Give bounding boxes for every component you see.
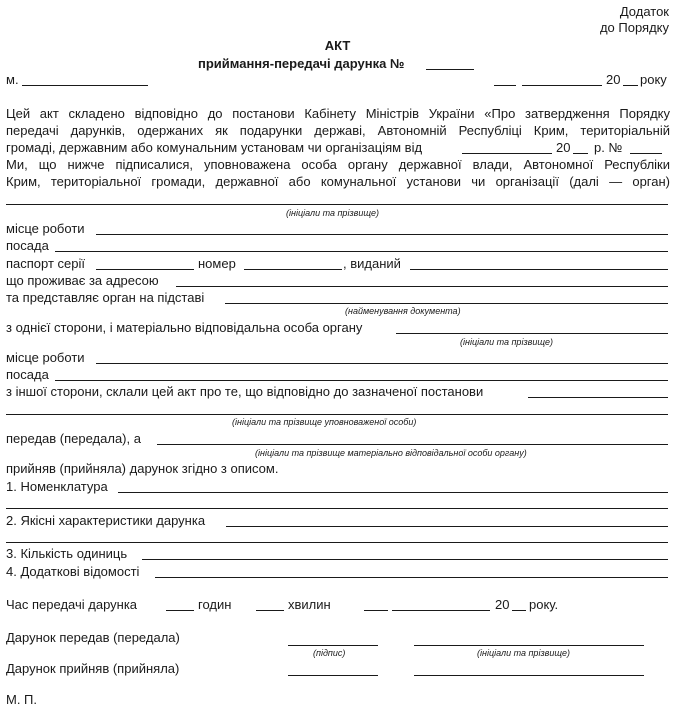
item-nomenclature: 1. Номенклатура xyxy=(6,479,108,494)
authorized-name-field-2[interactable] xyxy=(6,414,668,415)
position-field-1[interactable] xyxy=(55,251,668,252)
intro-line-5: Крим, територіальної громади, державної або комунальної установи чи організації (далі — орган) xyxy=(6,174,670,189)
caption-initials-3: (ініціали та прізвище) xyxy=(477,648,570,658)
quality-field[interactable] xyxy=(226,526,668,527)
label-hours: годин xyxy=(198,597,232,612)
caption-responsible: (ініціали та прізвище матеріально відповідальної особи органу) xyxy=(255,448,527,458)
time-month-field[interactable] xyxy=(392,610,490,611)
passport-issued-field[interactable] xyxy=(410,269,668,270)
act-number-field[interactable] xyxy=(426,69,474,70)
label-workplace-1: місце роботи xyxy=(6,221,85,236)
label-time: Час передачі дарунка xyxy=(6,597,138,612)
intro-line-2: передачі дарунків, одержаних як подарунки державі, Автономній Республіці Крим, територіальній xyxy=(6,123,670,138)
address-field[interactable] xyxy=(176,286,668,287)
label-workplace-2: місце роботи xyxy=(6,350,85,365)
authorized-name-field[interactable] xyxy=(6,204,668,205)
hours-field[interactable] xyxy=(166,610,194,611)
basis-document-field[interactable] xyxy=(225,303,668,304)
responsible-name-field[interactable] xyxy=(396,333,668,334)
quantity-field[interactable] xyxy=(142,559,668,560)
intro-line-3b: 20 xyxy=(556,140,571,155)
label-one-side: з однієї сторони, і матеріально відповідальна особа органу xyxy=(6,320,363,335)
signature-received-field[interactable] xyxy=(288,675,378,676)
other-side-field[interactable] xyxy=(528,397,668,398)
caption-signature-1: (підпис) xyxy=(313,648,346,658)
appendix-line1: Додаток xyxy=(619,4,669,19)
nomenclature-field[interactable] xyxy=(118,492,668,493)
additional-field[interactable] xyxy=(155,577,668,578)
label-position-2: посада xyxy=(6,367,49,382)
intro-line-3a: громаді, державним або комунальним установам чи організаціям від xyxy=(6,140,423,155)
date-year-prefix: 20 xyxy=(606,72,621,87)
label-position-1: посада xyxy=(6,238,49,253)
quality-field-2[interactable] xyxy=(6,542,668,543)
label-address: що проживає за адресою xyxy=(6,273,159,288)
date-month-field[interactable] xyxy=(522,85,602,86)
minutes-field[interactable] xyxy=(256,610,284,611)
date-day-field[interactable] xyxy=(494,85,516,86)
position-field-2[interactable] xyxy=(55,380,668,381)
place-prefix: м. xyxy=(6,72,19,87)
time-year-prefix: 20 xyxy=(495,597,510,612)
place-field[interactable] xyxy=(22,85,148,86)
name-received-field[interactable] xyxy=(414,675,644,676)
caption-initials-2: (ініціали та прізвище) xyxy=(460,337,553,347)
label-passport-number: номер xyxy=(198,256,236,271)
workplace-field-1[interactable] xyxy=(96,234,668,235)
intro-line-1: Цей акт складено відповідно до постанови Кабінету Міністрів України «Про затвердження Порядку xyxy=(6,106,670,121)
item-quantity: 3. Кількість одиниць xyxy=(6,546,128,561)
decree-year-field[interactable] xyxy=(573,153,588,154)
label-accepted: прийняв (прийняла) дарунок згідно з описом. xyxy=(6,461,279,476)
stamp-place: М. П. xyxy=(6,692,38,707)
nomenclature-field-2[interactable] xyxy=(6,508,668,509)
date-year-field[interactable] xyxy=(623,85,638,86)
label-passport-series: паспорт серії xyxy=(6,256,86,271)
page-title: АКТ xyxy=(324,38,351,53)
label-minutes: хвилин xyxy=(288,597,331,612)
label-represents: та представляє орган на підставі xyxy=(6,290,205,305)
label-signature-given: Дарунок передав (передала) xyxy=(6,630,180,645)
page-subtitle: приймання-передачі дарунка № xyxy=(198,56,405,71)
time-day-field[interactable] xyxy=(364,610,388,611)
label-transferred: передав (передала), а xyxy=(6,431,141,446)
time-year-field[interactable] xyxy=(512,610,526,611)
signature-given-field[interactable] xyxy=(288,645,378,646)
decree-number-field[interactable] xyxy=(630,153,662,154)
label-signature-received: Дарунок прийняв (прийняла) xyxy=(6,661,180,676)
passport-number-field[interactable] xyxy=(244,269,342,270)
appendix-line2: до Порядку xyxy=(599,20,669,35)
workplace-field-2[interactable] xyxy=(96,363,668,364)
name-given-field[interactable] xyxy=(414,645,644,646)
caption-doc-name: (найменування документа) xyxy=(345,306,461,316)
label-other-side: з іншої сторони, склали цей акт про те, що відповідно до зазначеної постанови xyxy=(6,384,484,399)
caption-authorized: (ініціали та прізвище уповноваженої особи) xyxy=(232,417,417,427)
item-quality: 2. Якісні характеристики дарунка xyxy=(6,513,206,528)
intro-line-4: Ми, що нижче підписалися, уповноважена особа органу державної влади, Автономної Республіки xyxy=(6,157,670,172)
time-year-suffix: року. xyxy=(529,597,559,612)
passport-series-field[interactable] xyxy=(96,269,194,270)
transferred-to-field[interactable] xyxy=(157,444,668,445)
label-issued: , виданий xyxy=(343,256,401,271)
date-year-suffix: року xyxy=(640,72,667,87)
decree-date-field[interactable] xyxy=(462,153,552,154)
item-additional: 4. Додаткові відомості xyxy=(6,564,140,579)
caption-initials-1: (ініціали та прізвище) xyxy=(286,208,379,218)
intro-line-3c: р. № xyxy=(594,140,623,155)
